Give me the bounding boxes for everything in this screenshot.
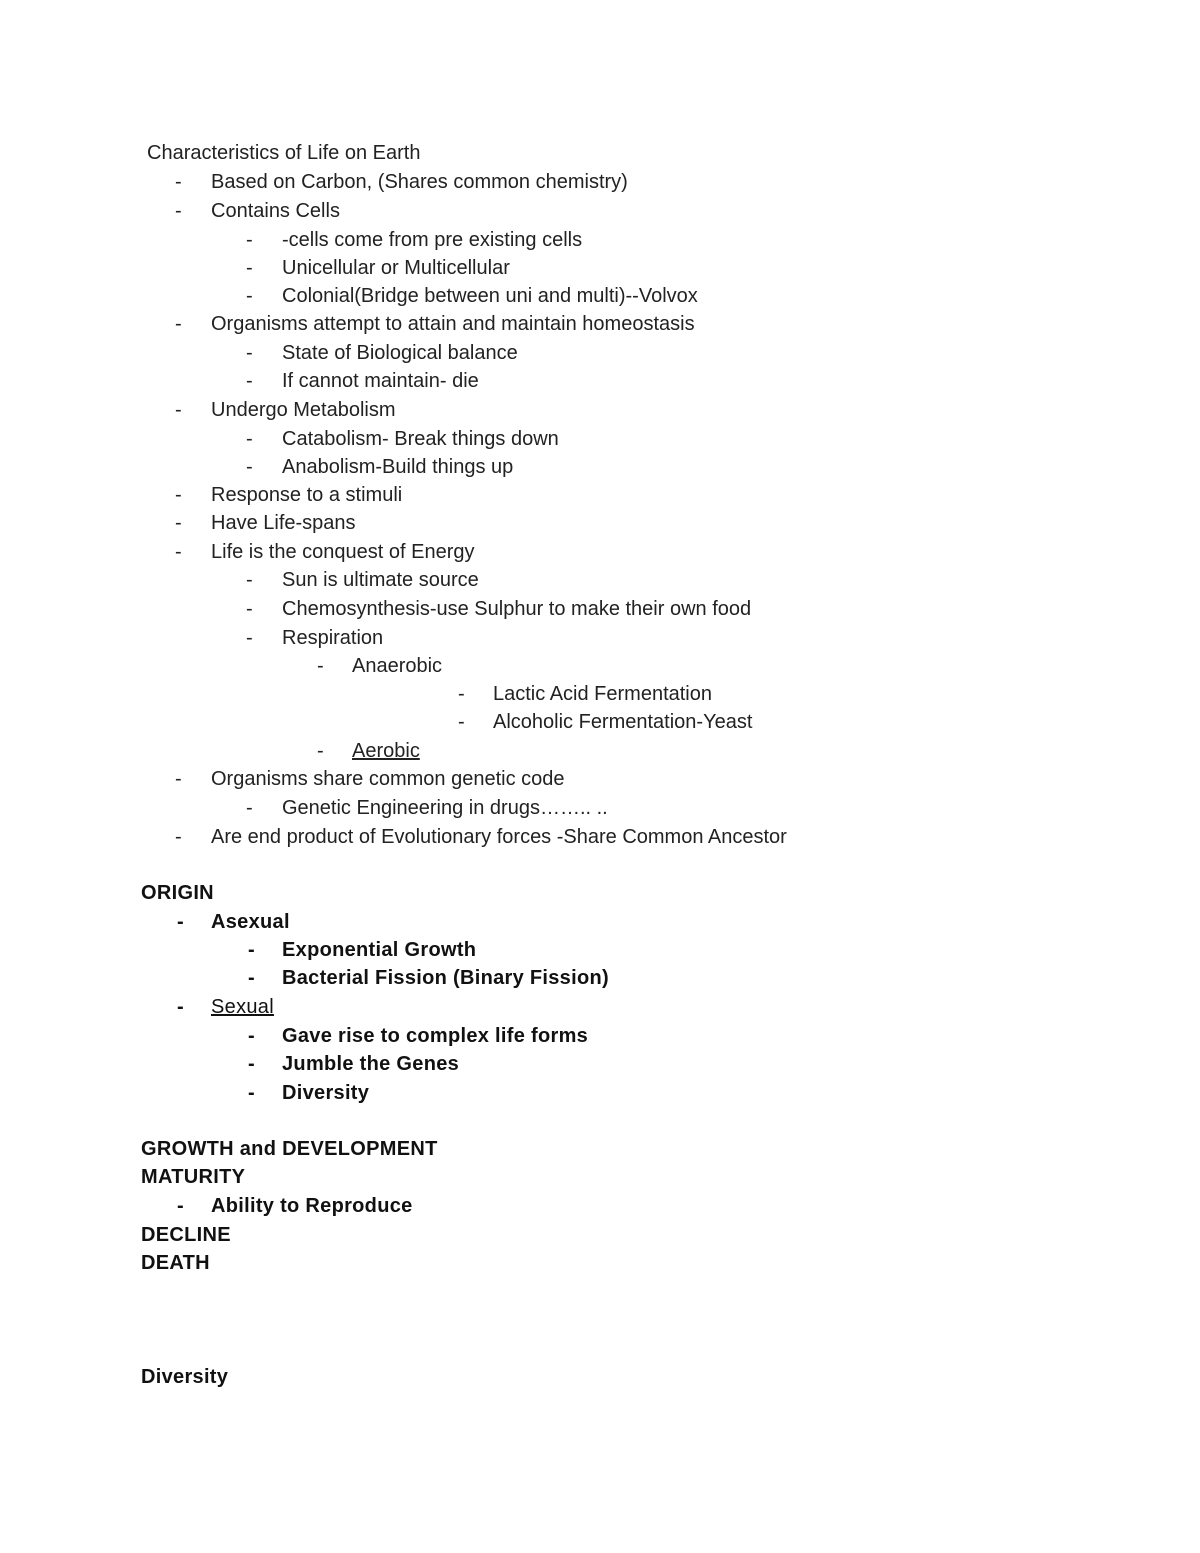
list-item: Diversity bbox=[282, 1082, 370, 1104]
list-item: Respiration bbox=[282, 627, 384, 649]
bullet-dash: - bbox=[175, 171, 182, 193]
list-item: Undergo Metabolism bbox=[211, 399, 396, 421]
list-item: If cannot maintain- die bbox=[282, 370, 479, 392]
bullet-dash: - bbox=[246, 370, 253, 392]
list-item: Lactic Acid Fermentation bbox=[493, 683, 712, 705]
list-item: Alcoholic Fermentation-Yeast bbox=[493, 711, 753, 733]
list-item: Asexual bbox=[211, 911, 290, 933]
section-heading-origin: ORIGIN bbox=[141, 882, 214, 904]
list-item: Bacterial Fission (Binary Fission) bbox=[282, 967, 609, 989]
list-item: Chemosynthesis-use Sulphur to make their own food bbox=[282, 598, 752, 620]
list-item: Contains Cells bbox=[211, 200, 340, 222]
list-item: -cells come from pre existing cells bbox=[282, 229, 583, 251]
bullet-dash: - bbox=[177, 996, 184, 1018]
list-item: Gave rise to complex life forms bbox=[282, 1025, 589, 1047]
bullet-dash: - bbox=[175, 399, 182, 421]
bullet-dash: - bbox=[246, 428, 253, 450]
bullet-dash: - bbox=[246, 456, 253, 478]
bullet-dash: - bbox=[248, 967, 255, 989]
list-item: Catabolism- Break things down bbox=[282, 428, 559, 450]
list-item: Sun is ultimate source bbox=[282, 569, 479, 591]
bullet-dash: - bbox=[246, 598, 253, 620]
section-heading-growth: GROWTH and DEVELOPMENT bbox=[141, 1138, 438, 1160]
bullet-dash: - bbox=[175, 484, 182, 506]
list-item: Sexual bbox=[211, 996, 274, 1018]
list-item: Genetic Engineering in drugs…….. .. bbox=[282, 797, 608, 819]
list-item: Ability to Reproduce bbox=[211, 1195, 413, 1217]
bullet-dash: - bbox=[175, 512, 182, 534]
section-heading-maturity: MATURITY bbox=[141, 1166, 246, 1188]
list-item: Anaerobic bbox=[352, 655, 443, 677]
list-item: Based on Carbon, (Shares common chemistry) bbox=[211, 171, 628, 193]
bullet-dash: - bbox=[317, 655, 324, 677]
list-item: Organisms attempt to attain and maintain homeostasis bbox=[211, 313, 695, 335]
bullet-dash: - bbox=[177, 1195, 184, 1217]
section-heading-decline: DECLINE bbox=[141, 1224, 231, 1246]
list-item: State of Biological balance bbox=[282, 342, 518, 364]
bullet-dash: - bbox=[175, 200, 182, 222]
bullet-dash: - bbox=[246, 797, 253, 819]
list-item: Exponential Growth bbox=[282, 939, 477, 961]
bullet-dash: - bbox=[246, 627, 253, 649]
bullet-dash: - bbox=[317, 740, 324, 762]
bullet-dash: - bbox=[175, 768, 182, 790]
bullet-dash: - bbox=[246, 229, 253, 251]
section-heading-diversity: Diversity bbox=[141, 1366, 229, 1388]
bullet-dash: - bbox=[175, 313, 182, 335]
list-item: Are end product of Evolutionary forces -Share Common Ancestor bbox=[211, 826, 787, 848]
bullet-dash: - bbox=[175, 541, 182, 563]
list-item: Life is the conquest of Energy bbox=[211, 541, 475, 563]
bullet-dash: - bbox=[177, 911, 184, 933]
bullet-dash: - bbox=[248, 1025, 255, 1047]
list-item: Organisms share common genetic code bbox=[211, 768, 565, 790]
list-item: Aerobic bbox=[352, 740, 420, 762]
section-heading-death: DEATH bbox=[141, 1252, 210, 1274]
list-item: Anabolism-Build things up bbox=[282, 456, 514, 478]
bullet-dash: - bbox=[246, 285, 253, 307]
list-item: Response to a stimuli bbox=[211, 484, 403, 506]
list-item: Colonial(Bridge between uni and multi)--Volvox bbox=[282, 285, 698, 307]
bullet-dash: - bbox=[246, 569, 253, 591]
bullet-dash: - bbox=[458, 683, 465, 705]
bullet-dash: - bbox=[175, 826, 182, 848]
list-item: Have Life-spans bbox=[211, 512, 356, 534]
bullet-dash: - bbox=[248, 939, 255, 961]
bullet-dash: - bbox=[248, 1053, 255, 1075]
bullet-dash: - bbox=[246, 342, 253, 364]
document-title: Characteristics of Life on Earth bbox=[147, 142, 421, 164]
list-item: Unicellular or Multicellular bbox=[282, 257, 510, 279]
bullet-dash: - bbox=[246, 257, 253, 279]
list-item: Jumble the Genes bbox=[282, 1053, 460, 1075]
bullet-dash: - bbox=[458, 711, 465, 733]
bullet-dash: - bbox=[248, 1082, 255, 1104]
